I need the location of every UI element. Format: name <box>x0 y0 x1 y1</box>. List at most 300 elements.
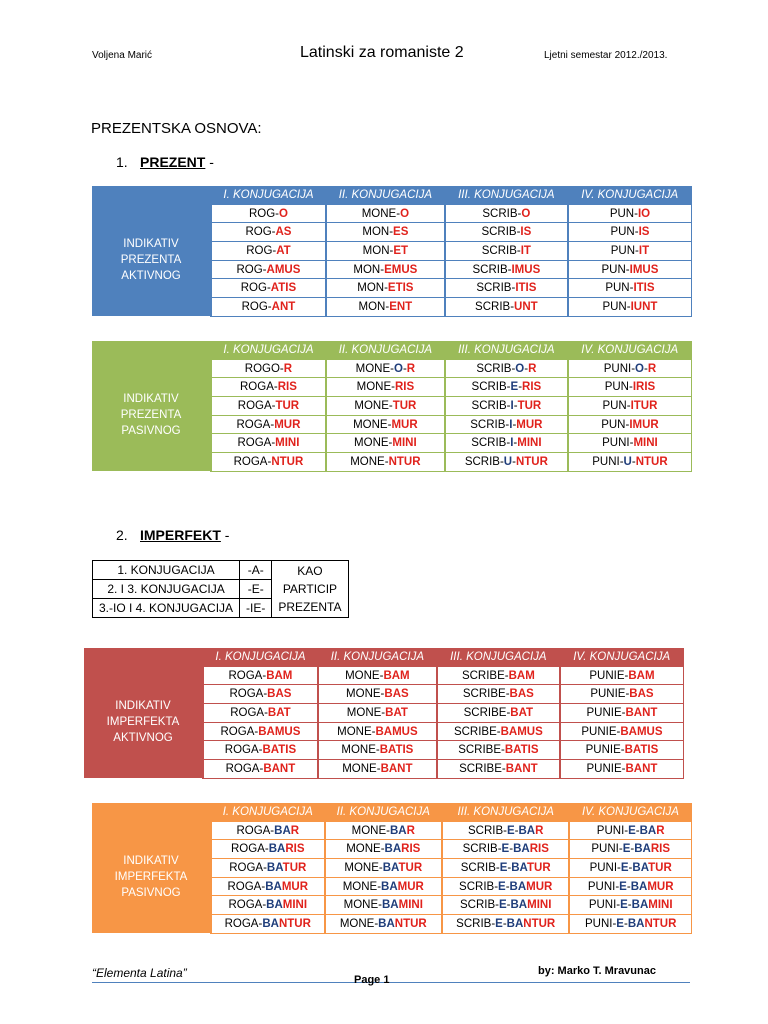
participle-note <box>272 561 348 618</box>
verb-form <box>445 378 568 397</box>
verb-ending: NTUR <box>388 455 421 468</box>
verb-stem: ROG- <box>241 300 272 313</box>
verb-form <box>445 223 568 242</box>
verb-ending: BA <box>627 917 645 930</box>
verb-form <box>203 685 318 704</box>
verb-form <box>211 415 326 434</box>
verb-stem: ROGA- <box>240 381 278 394</box>
verb-form <box>445 434 568 453</box>
verb-form <box>437 685 560 704</box>
verb-stem: - <box>644 362 648 375</box>
verb-stem: SCRIB- <box>482 207 522 220</box>
verb-stem: PUNIE- <box>589 669 629 682</box>
verb-form <box>445 415 568 434</box>
verb-form <box>560 741 684 760</box>
table-header-row <box>84 648 684 666</box>
verb-stem: ROG- <box>236 263 267 276</box>
verb-form <box>569 821 691 840</box>
verb-form <box>326 359 445 378</box>
list-item-imperfekt <box>116 527 229 543</box>
verb-ending: MINI <box>648 899 673 912</box>
verb-ending: BA <box>274 824 291 837</box>
verb-form <box>568 204 692 223</box>
header-author: Voljena Marić <box>92 50 153 61</box>
verb-ending: BATIS <box>379 744 414 757</box>
verb-form <box>560 760 684 779</box>
verb-form <box>560 666 684 685</box>
theme-vowel: -A- <box>240 561 272 580</box>
verb-stem: MON- <box>362 226 394 239</box>
verb-stem: ROGA- <box>236 418 275 431</box>
verb-stem: SCRIB- <box>476 282 516 295</box>
verb-stem: ROGA- <box>236 824 275 837</box>
verb-ending: E <box>498 899 507 912</box>
verb-stem: PUN- <box>609 207 638 220</box>
verb-ending: O <box>635 362 644 375</box>
verb-stem: PUNI- <box>584 917 617 930</box>
verb-stem: - <box>635 824 640 837</box>
verb-form <box>203 722 318 741</box>
verb-ending: BATIS <box>504 744 539 757</box>
verb-ending: NTUR <box>644 917 677 930</box>
header-blank <box>92 186 211 204</box>
verb-stem: PUNIE- <box>590 688 630 701</box>
theme-vowel: -E- <box>240 580 272 599</box>
verb-ending: BAS <box>509 688 534 701</box>
column-header: I. KONJUGACIJA <box>211 186 326 204</box>
verb-ending: E <box>501 843 510 856</box>
verb-form <box>211 434 326 453</box>
verb-form <box>325 840 443 859</box>
verb-form <box>560 722 684 741</box>
verb-ending: BATIS <box>624 744 659 757</box>
verb-stem: ROGA- <box>237 399 276 412</box>
verb-stem: SCRIB- <box>481 226 521 239</box>
verb-ending: MINI <box>275 437 300 450</box>
verb-stem: MONE- <box>346 706 386 719</box>
table-row <box>84 666 684 685</box>
verb-form <box>211 204 326 223</box>
verb-stem: SCRIB- <box>481 244 521 257</box>
verb-stem: SCRIB- <box>471 437 511 450</box>
verb-form <box>569 877 691 896</box>
section-title: PREZENTSKA OSNOVA: <box>91 120 262 137</box>
mood-label <box>84 666 203 778</box>
verb-form <box>211 260 326 279</box>
verb-stem: - <box>513 437 518 450</box>
verb-ending: BA <box>632 861 649 874</box>
verb-ending: R <box>528 362 537 375</box>
verb-ending: NTUR <box>523 917 556 930</box>
verb-stem: SCRIBE- <box>453 725 501 738</box>
verb-stem: MONE- <box>354 399 393 412</box>
conjugation-label: 3.-IO I 4. KONJUGACIJA <box>93 599 240 618</box>
verb-ending: RIS <box>650 843 670 856</box>
mood-label <box>92 204 211 316</box>
verb-ending: IO <box>637 207 651 220</box>
verb-stem: PUNI- <box>591 843 623 856</box>
verb-stem: MONE- <box>351 824 390 837</box>
verb-ending: NTUR <box>278 917 311 930</box>
verb-stem: MON- <box>362 244 394 257</box>
verb-stem: PUNI- <box>588 899 621 912</box>
verb-form <box>568 260 692 279</box>
verb-stem: MON- <box>353 263 385 276</box>
verb-ending: E <box>619 880 627 893</box>
verb-ending: TUR <box>398 861 423 874</box>
verb-ending: BANT <box>625 762 658 775</box>
verb-form <box>318 666 437 685</box>
verb-form <box>318 704 437 723</box>
verb-stem: ROGA- <box>228 669 267 682</box>
mood-label-line: AKTIVNOG <box>113 732 173 745</box>
verb-stem: SCRIB- <box>460 899 499 912</box>
verb-stem: ROG- <box>245 226 276 239</box>
verb-stem: ROGA- <box>224 744 263 757</box>
verb-ending: RIS <box>529 843 549 856</box>
verb-form <box>560 704 684 723</box>
verb-ending: BAM <box>508 669 535 682</box>
verb-stem: SCRIB- <box>456 917 496 930</box>
verb-stem: MONE- <box>355 362 394 375</box>
header-blank <box>92 803 211 821</box>
table-header-row <box>92 803 692 821</box>
verb-ending: O <box>400 207 410 220</box>
verb-ending: BAS <box>629 688 654 701</box>
verb-ending: BA <box>631 899 649 912</box>
verb-form <box>325 859 443 878</box>
verb-form <box>568 279 692 298</box>
verb-stem: MONE- <box>345 669 384 682</box>
verb-form <box>445 260 568 279</box>
verb-ending: E <box>628 824 636 837</box>
verb-ending: E <box>506 824 515 837</box>
verb-ending: BA <box>268 843 286 856</box>
column-header: IV. KONJUGACIJA <box>560 648 684 666</box>
verb-ending: BA <box>639 824 657 837</box>
verb-stem: SCRIB- <box>460 861 500 874</box>
verb-stem: - <box>507 861 512 874</box>
table-header-row <box>92 341 692 359</box>
verb-stem: ROG- <box>240 282 271 295</box>
mood-label-line: PREZENTA <box>120 409 182 422</box>
footer-book-title: “Elementa Latina” <box>92 966 187 980</box>
column-header: III. KONJUGACIJA <box>442 803 569 821</box>
verb-form <box>211 840 325 859</box>
verb-stem: SCRIB- <box>459 880 499 893</box>
verb-ending: MUR <box>397 880 424 893</box>
verb-stem: - <box>514 824 519 837</box>
verb-ending: E <box>622 843 631 856</box>
verb-form <box>211 298 326 317</box>
verb-stem: PUNI- <box>596 824 629 837</box>
verb-form <box>211 453 326 472</box>
verb-stem: ROGA- <box>225 762 264 775</box>
verb-stem: - <box>626 880 631 893</box>
verb-ending: IMUS <box>629 263 659 276</box>
verb-stem: PUN- <box>602 300 631 313</box>
verb-form <box>437 666 560 685</box>
verb-form <box>318 685 437 704</box>
verb-stem: SCRIBE- <box>462 688 510 701</box>
verb-ending: R <box>290 824 300 837</box>
column-header: II. KONJUGACIJA <box>326 341 445 359</box>
verb-form <box>203 741 318 760</box>
verb-form <box>569 896 691 915</box>
verb-stem: MONE- <box>343 899 382 912</box>
verb-ending: R <box>406 362 416 375</box>
verb-form <box>326 453 445 472</box>
verb-ending: AMUS <box>266 263 301 276</box>
verb-ending: TUR <box>275 399 300 412</box>
verb-stem: SCRIB- <box>462 843 502 856</box>
verb-ending: BA <box>513 843 530 856</box>
verb-form <box>437 741 560 760</box>
verb-stem: - <box>623 917 628 930</box>
verb-form <box>437 704 560 723</box>
list-title: PREZENT <box>140 154 206 170</box>
verb-stem: PUNIE- <box>586 706 626 719</box>
verb-ending: E <box>620 861 629 874</box>
verb-form <box>325 896 443 915</box>
verb-ending: R <box>656 824 665 837</box>
verb-form <box>445 242 568 261</box>
verb-ending: BAM <box>266 669 293 682</box>
verb-stem: - <box>502 917 507 930</box>
verb-ending: RIS <box>394 381 415 394</box>
verb-form <box>569 840 691 859</box>
verb-stem: ROGA- <box>233 455 272 468</box>
verb-ending: BA <box>511 861 528 874</box>
verb-ending: ATIS <box>270 282 297 295</box>
verb-form <box>211 915 325 934</box>
verb-ending: BA <box>509 880 527 893</box>
verb-ending: BA <box>381 880 398 893</box>
verb-ending: BA <box>382 861 399 874</box>
verb-ending: TUR <box>517 399 542 412</box>
verb-stem: SCRIB- <box>464 455 504 468</box>
verb-ending: O <box>393 362 403 375</box>
verb-form <box>326 415 445 434</box>
verb-form <box>445 453 568 472</box>
mood-label-line: AKTIVNOG <box>121 270 181 283</box>
verb-ending: MINI <box>282 899 308 912</box>
verb-stem: - <box>627 899 632 912</box>
verb-ending: MINI <box>527 899 552 912</box>
verb-ending: AS <box>275 226 292 239</box>
verb-stem: MONE- <box>341 744 380 757</box>
verb-ending: NTUR <box>515 455 548 468</box>
verb-form <box>569 915 691 934</box>
verb-stem: - <box>524 362 529 375</box>
verb-ending: BAT <box>267 706 291 719</box>
mood-label-line: INDIKATIV <box>123 238 179 251</box>
verb-stem: MONE- <box>342 880 382 893</box>
verb-stem: ROGA- <box>229 861 267 874</box>
verb-form <box>568 359 692 378</box>
table-imperfect-active <box>84 648 684 779</box>
verb-ending: BAS <box>384 688 409 701</box>
verb-ending: BA <box>506 917 524 930</box>
verb-ending: BA <box>634 843 651 856</box>
verb-ending: BAM <box>628 669 655 682</box>
verb-form <box>326 378 445 397</box>
verb-ending: E <box>495 917 503 930</box>
verb-form <box>325 821 443 840</box>
verb-ending: O <box>521 207 531 220</box>
verb-stem: PUNIE- <box>581 725 621 738</box>
verb-form <box>442 915 569 934</box>
verb-form <box>211 242 326 261</box>
verb-stem: PUNIE- <box>586 762 626 775</box>
verb-ending: MUR <box>281 880 309 893</box>
verb-form <box>445 359 568 378</box>
verb-ending: NTUR <box>271 455 304 468</box>
verb-ending: TUR <box>282 861 307 874</box>
verb-ending: E <box>616 917 624 930</box>
imperfekt-vowel-table <box>92 560 349 618</box>
verb-form <box>326 397 445 416</box>
verb-ending: ETIS <box>387 282 414 295</box>
note-line: PARTICIP <box>282 582 338 596</box>
verb-form <box>211 397 326 416</box>
verb-form <box>569 859 691 878</box>
verb-ending: BA <box>389 824 407 837</box>
verb-form <box>211 279 326 298</box>
verb-stem: PUNI- <box>592 455 624 468</box>
mood-label-line: INDIKATIV <box>115 700 171 713</box>
verb-ending: BAMUS <box>375 725 418 738</box>
verb-stem: - <box>518 381 523 394</box>
verb-stem: PUN- <box>605 282 634 295</box>
table-row <box>92 359 692 378</box>
verb-stem: PUNI- <box>589 861 621 874</box>
verb-stem: MONE- <box>350 455 389 468</box>
verb-stem: PUN- <box>610 244 639 257</box>
verb-ending: MINI <box>398 899 423 912</box>
verb-ending: MUR <box>391 418 418 431</box>
verb-ending: ES <box>393 226 409 239</box>
verb-stem: SCRIB- <box>475 300 515 313</box>
verb-ending: BAS <box>267 688 292 701</box>
verb-form <box>442 877 569 896</box>
verb-stem: MONE- <box>346 688 385 701</box>
verb-ending: O <box>278 207 288 220</box>
verb-form <box>318 722 437 741</box>
verb-ending: BA <box>630 880 648 893</box>
verb-stem: - <box>512 418 517 431</box>
mood-label-line: INDIKATIV <box>123 855 179 868</box>
verb-stem: PUN- <box>601 263 630 276</box>
verb-ending: BATIS <box>262 744 297 757</box>
verb-ending: BA <box>266 899 283 912</box>
verb-form <box>318 760 437 779</box>
verb-stem: SCRIBE- <box>459 762 506 775</box>
table-row <box>92 821 692 840</box>
verb-ending: E <box>498 880 506 893</box>
verb-ending: MINI <box>633 437 658 450</box>
verb-form <box>568 223 692 242</box>
verb-stem: SCRIBE- <box>463 706 511 719</box>
footer-divider <box>92 982 690 983</box>
verb-form <box>326 242 445 261</box>
verb-form <box>568 242 692 261</box>
list-suffix: - <box>220 527 230 543</box>
verb-form <box>211 821 325 840</box>
verb-form <box>568 434 692 453</box>
verb-ending: RIS <box>277 381 297 394</box>
column-header: II. KONJUGACIJA <box>318 648 437 666</box>
verb-form <box>326 223 445 242</box>
mood-label <box>92 359 211 471</box>
verb-ending: R <box>406 824 415 837</box>
verb-form <box>211 877 325 896</box>
table-imperfect-passive <box>92 803 692 934</box>
verb-ending: BA <box>262 917 279 930</box>
theme-vowel: -IE- <box>240 599 272 618</box>
verb-stem: PUN- <box>604 381 633 394</box>
verb-stem: MONE- <box>342 762 381 775</box>
verb-form <box>437 722 560 741</box>
verb-stem: MONE- <box>346 843 385 856</box>
verb-form <box>326 298 445 317</box>
verb-ending: MUR <box>516 418 543 431</box>
list-suffix: - <box>205 154 214 170</box>
verb-ending: BAT <box>510 706 534 719</box>
verb-ending: R <box>647 362 657 375</box>
verb-form <box>203 666 318 685</box>
verb-stem: MON- <box>357 282 388 295</box>
verb-ending: O <box>515 362 525 375</box>
verb-ending: IT <box>638 244 650 257</box>
verb-stem: MONE- <box>339 917 379 930</box>
verb-stem: - <box>630 843 635 856</box>
conjugation-label: 2. I 3. KONJUGACIJA <box>93 580 240 599</box>
verb-ending: I <box>510 399 514 412</box>
list-number: 1. <box>116 154 128 170</box>
mood-label-line: IMPERFEKTA <box>114 871 188 884</box>
table-row <box>92 204 692 223</box>
verb-ending: BAT <box>385 706 408 719</box>
mood-label-line: INDIKATIV <box>123 393 179 406</box>
verb-ending: ENT <box>389 300 413 313</box>
verb-form <box>568 378 692 397</box>
verb-ending: BAMUS <box>258 725 301 738</box>
verb-form <box>568 415 692 434</box>
verb-ending: RIS <box>522 381 542 394</box>
verb-form <box>203 760 318 779</box>
mood-label-line: IMPERFEKTA <box>106 716 180 729</box>
verb-ending: TUR <box>648 861 672 874</box>
verb-form <box>442 859 569 878</box>
verb-form <box>326 434 445 453</box>
verb-stem: PUN- <box>610 226 639 239</box>
verb-ending: BA <box>510 899 528 912</box>
verb-ending: RIS <box>401 843 421 856</box>
column-header: IV. KONJUGACIJA <box>568 186 692 204</box>
verb-ending: IMUR <box>629 418 659 431</box>
verb-stem: PUNIE- <box>585 744 625 757</box>
verb-ending: MINI <box>392 437 417 450</box>
verb-stem: ROGA- <box>231 843 269 856</box>
column-header: I. KONJUGACIJA <box>211 803 325 821</box>
verb-ending: BANT <box>505 762 538 775</box>
verb-stem: MONE- <box>354 437 393 450</box>
verb-ending: R <box>283 362 293 375</box>
verb-ending: BANT <box>263 762 296 775</box>
verb-ending: TUR <box>392 399 417 412</box>
verb-ending: AT <box>276 244 291 257</box>
